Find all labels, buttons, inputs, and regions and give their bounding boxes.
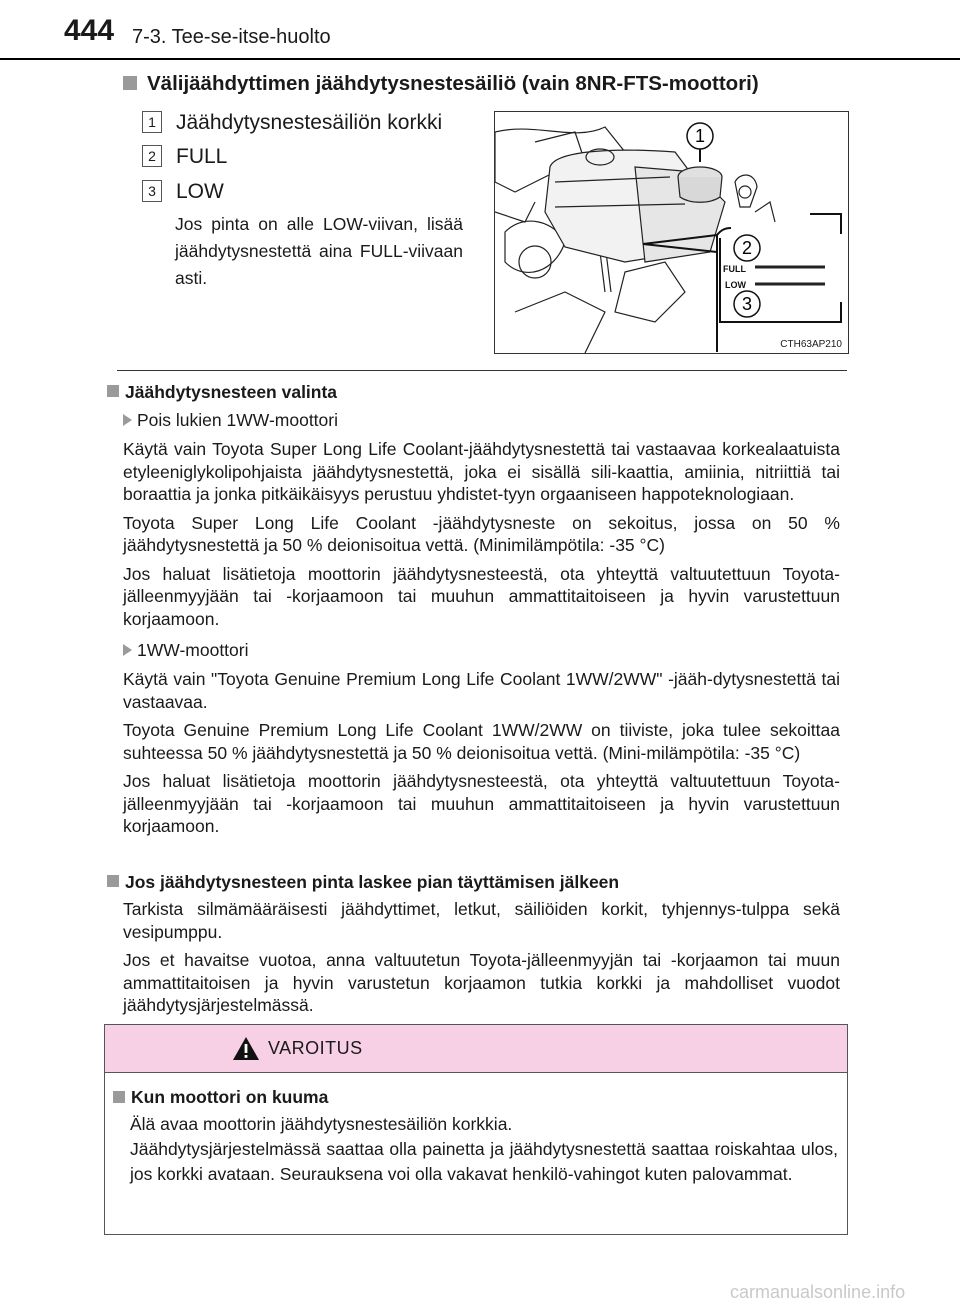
callout-3 bbox=[142, 180, 224, 204]
subheading-excluding-1ww: Pois lukien 1WW-moottori bbox=[107, 408, 840, 432]
callout-label: FULL bbox=[176, 145, 228, 168]
section-title: 7-3. Tee-se-itse-huolto bbox=[132, 26, 331, 48]
warning-header bbox=[105, 1025, 847, 1073]
paragraph: Jos haluat lisätietoja moottorin jäähdytysnesteestä, ota yhteyttä valtuutettuun Toyota-jälleenmyyjään tai -korjaamoon tai muuhun ammattitaitoiseen ja hyvin varustettuun korjaamoon. bbox=[123, 771, 840, 836]
square-bullet-icon bbox=[123, 76, 137, 90]
fig-marker-2-label: 2 bbox=[741, 238, 753, 258]
paragraph: Jos et havaitse vuotoa, anna valtuutetun Toyota-jälleenmyyjän tai -korjaamon tai muun ammattitaitoisen ja hyvin varustetun korjaamon tutkia korkki ja mahdolliset vuodot jäähdytysjärjestelmässä. bbox=[123, 950, 840, 1015]
warning-text bbox=[130, 1112, 838, 1187]
figure-code: CTH63AP210 bbox=[780, 339, 842, 350]
coolant-selection-heading: Jäähdytysnesteen valinta bbox=[107, 380, 840, 404]
warning-line: Jäähdytysjärjestelmässä saattaa olla painetta ja jäähdytysnestettä saattaa roiskahtaa ulos, jos korkki avataan. Seurauksena voi olla vakavat henkilö-vahingot kuten palovammat. bbox=[130, 1139, 838, 1184]
callout-2 bbox=[142, 145, 227, 169]
callout-1 bbox=[142, 111, 442, 135]
square-bullet-icon bbox=[113, 1091, 125, 1103]
subheading-1ww: 1WW-moottori bbox=[107, 638, 840, 662]
warning-line: Älä avaa moottorin jäähdytysnestesäiliön korkkia. bbox=[130, 1114, 513, 1134]
level-drop-section bbox=[107, 870, 840, 1017]
fig-low-label: LOW bbox=[725, 280, 746, 290]
level-drop-heading: Jos jäähdytysnesteen pinta laskee pian täyttämisen jälkeen bbox=[107, 870, 840, 894]
paragraph: Tarkista silmämääräisesti jäähdyttimet, letkut, säiliöiden korkit, tyhjennys-tulppa sekä vesipumppu. bbox=[123, 899, 840, 942]
warning-heading: Kun moottori on kuuma bbox=[113, 1087, 328, 1108]
engine-bay-illustration bbox=[495, 112, 848, 353]
square-bullet-icon bbox=[107, 385, 119, 397]
header-divider bbox=[0, 58, 960, 60]
section-divider bbox=[117, 370, 847, 371]
paragraph: Toyota Genuine Premium Long Life Coolant 1WW/2WW on tiiviste, joka tulee sekoittaa suhteessa 50 % jäähdytysnestettä ja 50 % deionisoitua vettä. (Mini-milämpötila: -35 °C) bbox=[123, 720, 840, 763]
fig-marker-1-label: 1 bbox=[694, 126, 706, 146]
watermark: carmanualsonline.info bbox=[730, 1282, 906, 1302]
triangle-bullet-icon bbox=[123, 414, 132, 426]
reservoir-heading: Välijäähdyttimen jäähdytysnestesäiliö (vain 8NR-FTS-moottori) bbox=[123, 72, 759, 96]
square-bullet-icon bbox=[107, 875, 119, 887]
callout-label: Jäähdytysnestesäiliön korkki bbox=[176, 111, 443, 134]
warning-title: VAROITUS bbox=[268, 1038, 363, 1058]
page-number: 444 bbox=[64, 14, 115, 47]
paragraph: Käytä vain "Toyota Genuine Premium Long Life Coolant 1WW/2WW" -jääh-dytysnestettä tai vastaavaa. bbox=[123, 669, 840, 712]
fig-full-label: FULL bbox=[723, 264, 746, 274]
fig-marker-3-label: 3 bbox=[741, 294, 753, 314]
paragraph: Käytä vain Toyota Super Long Life Coolant-jäähdytysnestettä tai vastaavaa korkealaatuista etyleeniglykolipohjaista jäähdytysnestettä, joka ei sisällä sili-kaattia, amiinia, nitriittiä tai boraattia ja jonka pitkäikäisyys perustuu yhdistet-tyyn orgaaniseen happoteknologiaan. bbox=[123, 439, 840, 504]
paragraph: Jos haluat lisätietoja moottorin jäähdytysnesteestä, ota yhteyttä valtuutettuun Toyota-jälleenmyyjään tai -korjaamoon tai muuhun ammattitaitoiseen ja hyvin varustettuun korjaamoon. bbox=[123, 563, 840, 629]
reservoir-figure bbox=[494, 111, 849, 354]
warning-icon bbox=[232, 1036, 260, 1061]
paragraph: Toyota Super Long Life Coolant -jäähdytysneste on sekoitus, jossa on 50 % jäähdytysnestettä ja 50 % deionisoitua vettä. (Minimilämpötila: -35 °C) bbox=[123, 512, 840, 555]
reservoir-note: Jos pinta on alle LOW-viivan, lisää jäähdytysnestettä aina FULL-viivaan asti. bbox=[175, 214, 463, 288]
callout-number: 3 bbox=[142, 180, 162, 202]
callout-label: LOW bbox=[176, 180, 224, 203]
triangle-bullet-icon bbox=[123, 644, 132, 656]
callout-number: 1 bbox=[142, 111, 162, 133]
coolant-selection-section bbox=[107, 380, 840, 838]
warning-box bbox=[104, 1024, 848, 1235]
callout-number: 2 bbox=[142, 145, 162, 167]
